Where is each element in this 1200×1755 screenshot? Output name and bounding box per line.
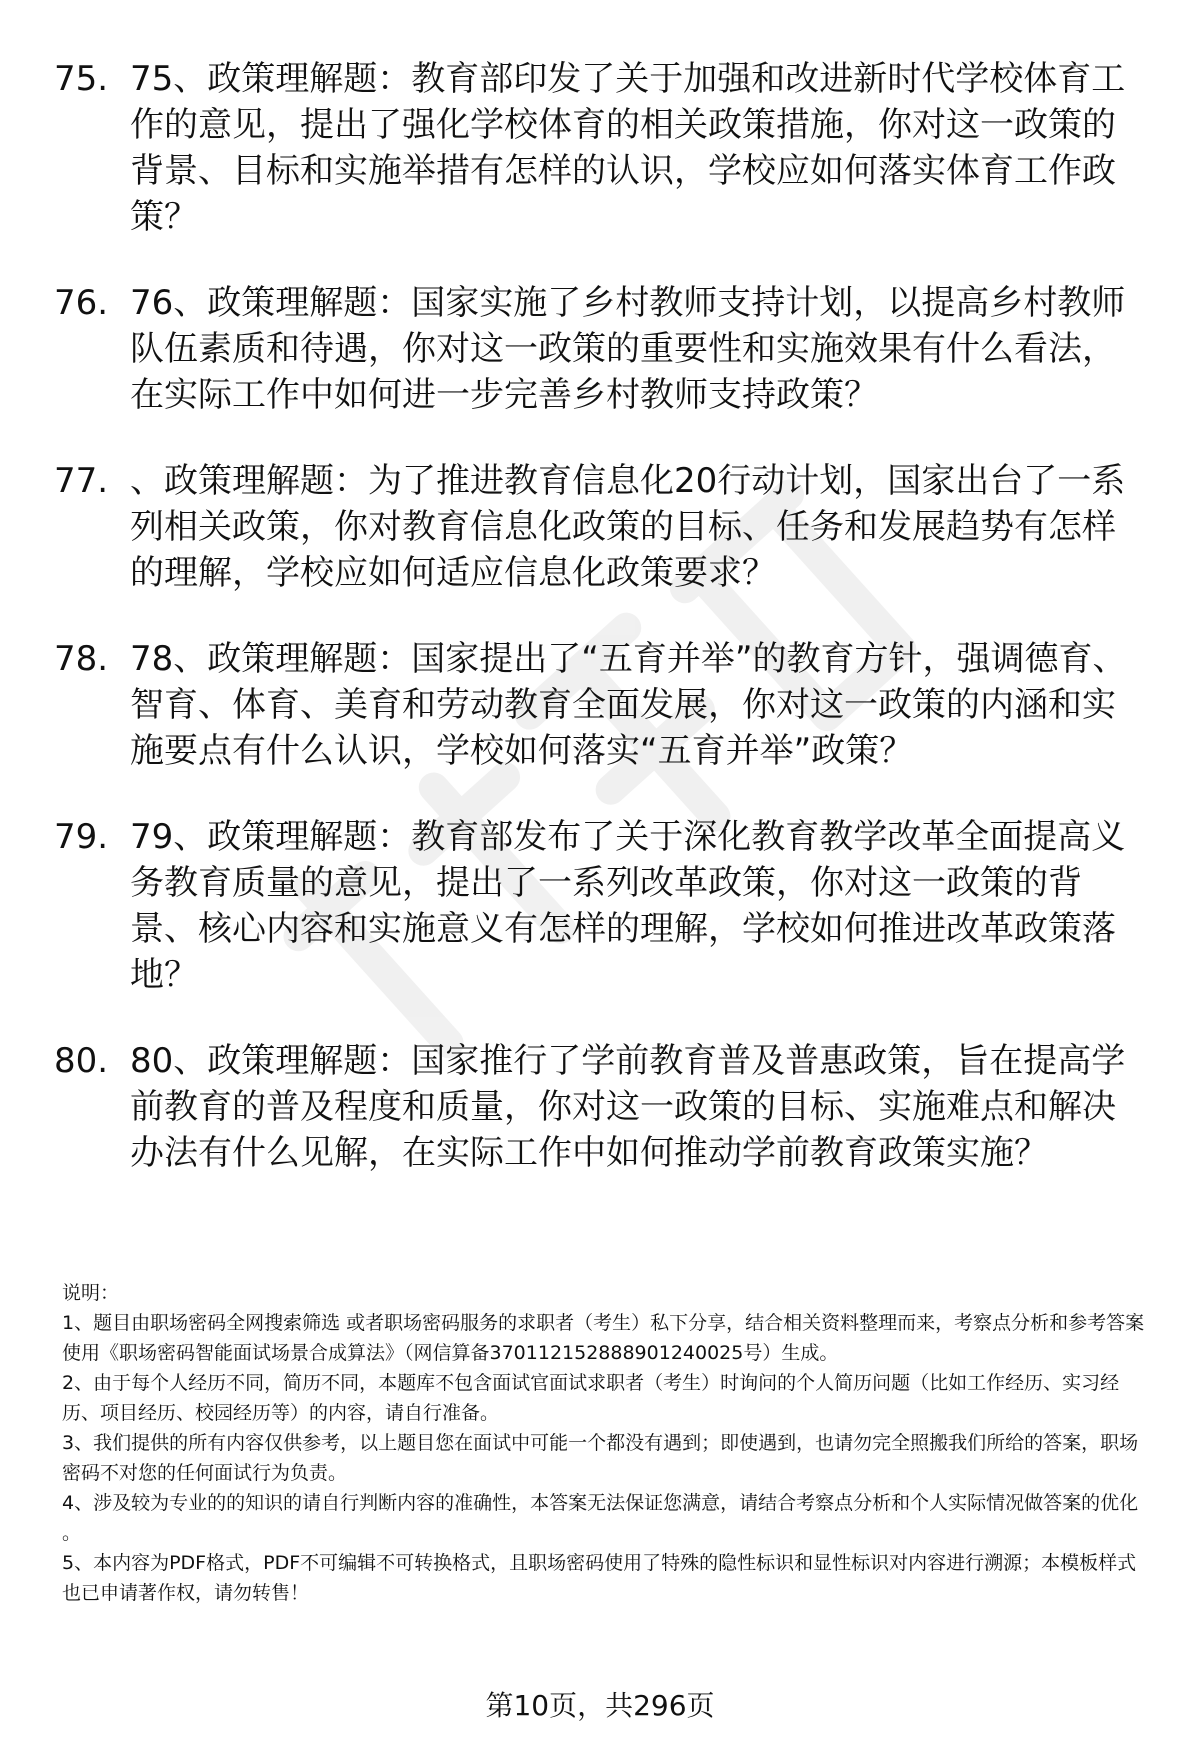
question-text: 、政策理解题：为了推进教育信息化20行动计划，国家出台了一系列相关政策，你对教育信息化政策的目标、任务和发展趋势有怎样的理解，学校应如何适应信息化政策要求？ xyxy=(130,461,1126,593)
question-text: 80、政策理解题：国家推行了学前教育普及普惠政策，旨在提高学前教育的普及程度和质量，你对这一政策的目标、实施难点和解决办法有什么见解，在实际工作中如何推动学前教育政策实施？ xyxy=(130,1041,1126,1173)
question-text: 79、政策理解题：教育部发布了关于深化教育教学改革全面提高义务教育质量的意见，提出了一系列改革政策，你对这一政策的背景、核心内容和实施意义有怎样的理解，学校如何推进改革政策落地？ xyxy=(130,817,1126,995)
question-item-79 xyxy=(54,814,1154,998)
note-item-3: 3、我们提供的所有内容仅供参考，以上题目您在面试中可能一个都没有遇到；即使遇到，也请勿完全照搬我们所给的答案，职场密码不对您的任何面试行为负责。 xyxy=(62,1432,1139,1484)
question-number: 80. xyxy=(54,1041,109,1081)
note-item-1: 1、题目由职场密码全网搜索筛选 或者职场密码服务的求职者（考生）私下分享，结合相关资料整理而来，考察点分析和参考答案使用《职场密码智能面试场景合成算法》（网信算备370112152888901240025号）生成。 xyxy=(62,1312,1145,1364)
question-item-76 xyxy=(54,280,1154,418)
question-text: 75、政策理解题：教育部印发了关于加强和改进新时代学校体育工作的意见，提出了强化学校体育的相关政策措施，你对这一政策的背景、目标和实施举措有怎样的认识，学校应如何落实体育工作政策？ xyxy=(130,59,1126,237)
note-item-4: 4、涉及较为专业的的知识的请自行判断内容的准确性，本答案无法保证您满意，请结合考察点分析和个人实际情况做答案的优化 。 xyxy=(62,1492,1139,1544)
question-item-75 xyxy=(54,56,1154,240)
question-number: 78. xyxy=(54,639,109,679)
notes-title: 说明： xyxy=(62,1282,120,1304)
notes-section xyxy=(62,1278,1152,1608)
question-item-78 xyxy=(54,636,1154,774)
question-text: 78、政策理解题：国家提出了“五育并举”的教育方针，强调德育、智育、体育、美育和劳动教育全面发展，你对这一政策的内涵和实施要点有什么认识，学校如何落实“五育并举”政策？ xyxy=(130,639,1127,771)
question-list xyxy=(54,56,1154,1216)
question-number: 75. xyxy=(54,59,109,99)
note-item-5: 5、本内容为PDF格式，PDF不可编辑不可转换格式，且职场密码使用了特殊的隐性标识和显性标识对内容进行溯源；本模板样式也已申请著作权，请勿转售！ xyxy=(62,1552,1137,1604)
question-item-77 xyxy=(54,458,1154,596)
note-item-2: 2、由于每个人经历不同，简历不同，本题库不包含面试官面试求职者（考生）时询问的个人简历问题（比如工作经历、实习经历、项目经历、校园经历等）的内容，请自行准备。 xyxy=(62,1372,1120,1424)
question-text: 76、政策理解题：国家实施了乡村教师支持计划，以提高乡村教师队伍素质和待遇，你对这一政策的重要性和实施效果有什么看法，在实际工作中如何进一步完善乡村教师支持政策？ xyxy=(130,283,1126,415)
question-number: 77. xyxy=(54,461,109,501)
page-number-label: 第10页，共296页 xyxy=(485,1689,715,1722)
question-number: 76. xyxy=(54,283,109,323)
question-number: 79. xyxy=(54,817,109,857)
question-item-80 xyxy=(54,1038,1154,1176)
